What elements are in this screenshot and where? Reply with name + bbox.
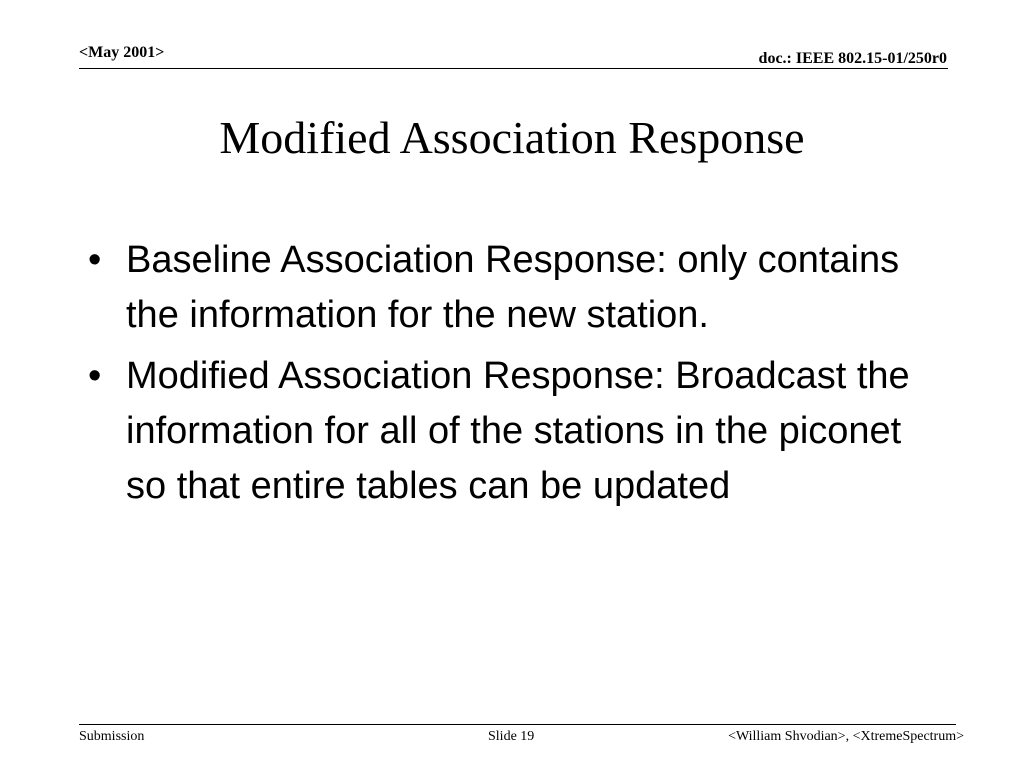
footer-submission: Submission	[79, 729, 145, 744]
slide-title: Modified Association Response	[219, 112, 805, 163]
bullet-text: Modified Association Response: Broadcast the information for all of the stations in the piconet so that entire tables can be updated	[126, 355, 910, 507]
bullet-item-baseline	[88, 233, 918, 343]
bullet-marker: •	[88, 239, 102, 281]
header-divider	[79, 68, 948, 69]
footer-slide-number: Slide 19	[488, 729, 535, 744]
header-doc-id: doc.: IEEE 802.15-01/250r0	[758, 50, 947, 67]
header-date: <May 2001>	[79, 44, 165, 61]
bullet-text: Baseline Association Response: only contains the information for the new station.	[126, 239, 900, 336]
footer-divider	[79, 724, 956, 725]
bullet-item-modified	[88, 349, 918, 514]
bullet-list	[88, 233, 918, 520]
bullet-marker: •	[88, 355, 102, 397]
footer-author: <William Shvodian>, <XtremeSpectrum>	[728, 729, 964, 744]
